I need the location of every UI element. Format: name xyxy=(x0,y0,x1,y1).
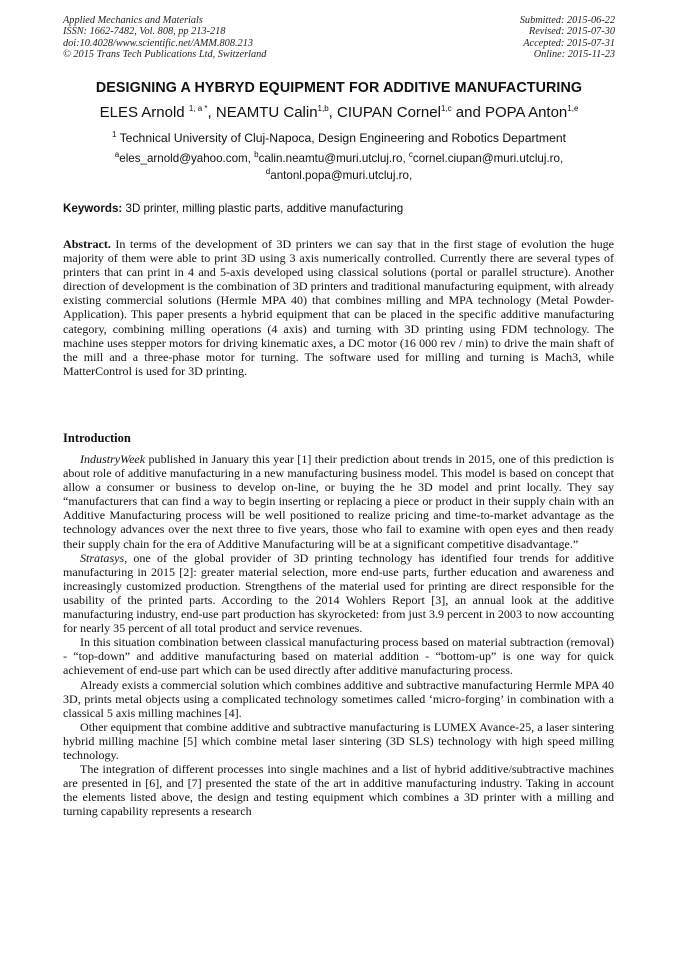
abstract-label: Abstract. xyxy=(63,237,111,251)
abstract-text: In terms of the development of 3D printers we can say that in the first stage of evolution the huge majority of them were able to print 3D using 3 axis numerically controlled. Currently there are several types of printers that can print in 4 and 5-axis developed using classical solutions (portal or parallel structure). Another direction of development is the combination of 3D printers and traditional manufacturing equipment, with already existing commercial solutions (Hermle MPA 40) that combines milling and MPA technology (Metal Powder-Application). This paper presents a hybrid equipment that can be placed in the specific additive manufacturing category, combining milling operations (4 axis) and turning with 3D printing using FDM technology. The machine uses stepper motors for driving kinematic axes, a DC motor (16 000 rev / min) to drive the main shaft of the mill and a three-phase motor for turning. The software used for milling and turning is Mach3, while MatterControl is used for 3D printing. xyxy=(63,237,614,378)
author-sep: , xyxy=(328,104,338,121)
date-submitted: Submitted: 2015-06-22 xyxy=(519,15,615,26)
publication-dates xyxy=(520,15,615,60)
date-accepted: Accepted: 2015-07-31 xyxy=(523,37,615,49)
date-revised: Revised: 2015-07-30 xyxy=(528,26,615,38)
paragraph: Already exists a commercial solution which combines additive and subtractive manufacturing Hermle MPA 40 3D, prints metal objects using a complicated technology sometimes called ‘micro-forging’ in combination with a classical 5 axis milling machines [4]. xyxy=(63,677,614,720)
author-emails xyxy=(60,150,618,184)
affiliation-sup: 1 xyxy=(111,129,117,139)
journal-issn: ISSN: 1662-7482, Vol. 808, pp 213-218 xyxy=(63,26,226,38)
paragraph xyxy=(63,551,614,636)
paragraph-text: published in January this year [1] their prediction about trends in 2015, one of this prediction is about role of additive manufacturing in a new manufacturing business model. This model is based on concept that allow a consumer or business to develop on-line, or buying the he 3D model and print locally. They say “manufacturers that can find a way to begin inserting or replacing a piece or product in their supply chain with an Additive Manufacturing process will be well positioned to realize pricing and time-to-market advantage as the technology advances over the next three to five years, those who fail to examine with open eyes and then ready their supply chain for the era of Additive Manufacturing will be at a significant competitive disadvantage.” xyxy=(63,452,614,551)
introduction-body xyxy=(63,452,614,818)
author-name: NEAMTU Calin xyxy=(215,104,318,121)
author-sup: 1,c xyxy=(440,104,452,113)
paragraph: Other equipment that combine additive and subtractive manufacturing is LUMEX Avance-25, a laser sintering hybrid milling machine [5] which combine metal laser sintering (3D SLS) technology with high speed milling technology. xyxy=(63,719,614,762)
emphasis: IndustryWeek xyxy=(80,452,146,466)
email-sup: b xyxy=(254,150,259,160)
author-sup: 1, a * xyxy=(188,104,208,113)
author-sup: 1,b xyxy=(317,104,329,113)
email-sup: c xyxy=(408,150,413,160)
journal-info xyxy=(63,15,266,60)
paragraph: The integration of different processes into single machines and a list of hybrid additive/subtractive machines are presented in [6], and [7] presented the state of the art in additive manufacturing industry. Taking in account the elements listed above, the design and testing equipment which combines a 3D printer with a milling and turning capability represents a research xyxy=(63,762,614,819)
author-name: ELES Arnold xyxy=(99,104,185,121)
author-sep: and xyxy=(451,104,485,121)
email-link[interactable]: calin.neamtu@muri.utcluj.ro, xyxy=(258,152,409,165)
email-sup: d xyxy=(265,167,271,177)
date-online: Online: 2015-11-23 xyxy=(533,48,615,60)
affiliation xyxy=(0,131,678,145)
paper-title: DESIGNING A HYBRYD EQUIPMENT FOR ADDITIVE MANUFACTURING xyxy=(95,80,583,96)
author-sup: 1,e xyxy=(567,104,579,113)
author-name: CIUPAN Cornel xyxy=(337,104,441,121)
email-sup: a xyxy=(114,150,120,160)
keywords-label: Keywords: xyxy=(63,202,123,215)
email-link[interactable]: antonl.popa@muri.utcluj.ro, xyxy=(270,169,413,182)
email-link[interactable]: cornel.ciupan@muri.utcluj.ro, xyxy=(412,152,564,165)
author-name: POPA Anton xyxy=(484,104,568,121)
email-link[interactable]: eles_arnold@yahoo.com, xyxy=(119,152,255,165)
emphasis: Stratasys xyxy=(80,550,125,565)
keywords-text: 3D printer, milling plastic parts, additive manufacturing xyxy=(122,202,404,215)
affiliation-text: Technical University of Cluj-Napoca, Design Engineering and Robotics Department xyxy=(119,131,567,145)
author-sep: , xyxy=(207,104,216,121)
paragraph: In this situation combination between classical manufacturing process based on material subtraction (removal) - “top-down” and additive manufacturing based on material addition - “bottom-up” is one way for quick achievement of end-use part which can be used directly after additive manufacturing process. xyxy=(63,635,614,678)
journal-name: Applied Mechanics and Materials xyxy=(63,15,203,26)
journal-copyright: © 2015 Trans Tech Publications Ltd, Switzerland xyxy=(63,48,267,60)
paragraph xyxy=(63,452,614,551)
author-list xyxy=(0,104,678,121)
journal-doi: doi:10.4028/www.scientific.net/AMM.808.213 xyxy=(63,37,253,49)
section-heading-introduction: Introduction xyxy=(63,431,131,445)
keywords xyxy=(63,202,403,215)
abstract xyxy=(63,237,614,378)
paragraph-text: , one of the global provider of 3D printing technology has identified four trends for additive manufacturing in 2015 [2]: greater material selection, more end-use parts, further education and awareness and increasingly customized production. Strengthens of the material used for printing are direct responsible for the usability of the printed parts. According to the 2014 Wohlers Report [3], an annual look at the additive manufacturing industry, end-use part production has skyrocketed: from just 3.9 percent in 2003 to now accounting for nearly 35 percent of all total product and service revenues. xyxy=(63,550,614,636)
